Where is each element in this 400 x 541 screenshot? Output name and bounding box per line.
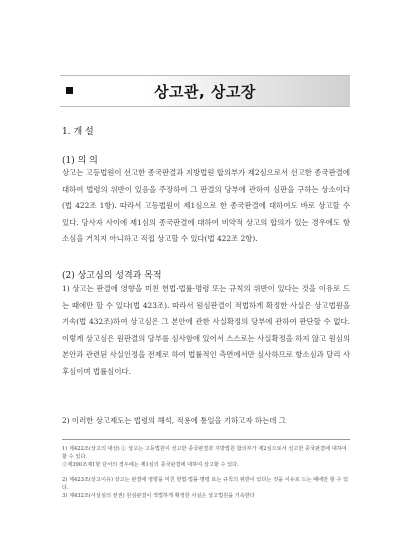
footnote-1: 1) 제422조(상고의 대상) ① 상고는 고등법원이 선고한 종국판결과 지방법원 합의부가 제2심으로서 선고한 종국판결에 대하여 할 수 있다. [62,446,347,460]
footnote-3: 3) 제432조(사실심의 전권) 원심판결이 적법하게 확정한 사실은 상고법원을 기속한다 [62,493,255,499]
paragraph-meaning: 상고는 고등법원이 선고한 종국판결과 지방법원 합의부가 제2심으로서 선고한 종국판결에 대하여 법령의 위반이 있음을 주장하여 그 판결의 당부에 관하여 심판을 구하는 상소이다(법 422조 1항). 따라서 고등법원이 제1심으로 한 종국판결에 대하여도 바로 상고할 수 있다. 당사자 사이에 제1심의 종국판결에 대하여 비약적 상고의 합의가 있는 경우에도 항소심을 거치지 아니하고 직접 상고할 수 있다(법 422조 2항). [62,168,350,243]
footnote-divider [62,439,350,440]
subsection-heading-nature: (2) 상고심의 성격과 목적 [62,271,162,281]
subsection-heading-meaning: (1) 의 의 [62,156,98,166]
footnote-1-2: ②제390조제1항 단서의 경우에는 제1심의 종국판결에 대하여 상고할 수 있다. [62,462,239,468]
page-title: 상고관, 상고장 [154,83,256,101]
footnote-2: 2) 제423조(상고이유) 상고는 판결에 영향을 미친 헌법·법률·명령 또는 규칙의 위반이 있다는 것을 이유로 드는 때에만 할 수 있다. [62,477,349,491]
title-banner [60,75,350,107]
section-heading: 1. 개 설 [62,127,94,137]
paragraph-nature-1: 1) 상고는 판결에 영향을 미친 헌법·법률·명령 또는 규칙의 위반이 있다는 것을 이유로 드는 때에만 할 수 있다(법 423조). 따라서 원심판결이 적법하게 확정한 사실은 상고법원을 기속(법 432조)하여 상고심은 그 본안에 관한 사실확정의 당부에 관하여 판단할 수 없다. 이렇게 상고심은 원판결의 당부를 심사함에 있어서 스스로는 사실확정을 하지 않고 원심의 본안과 관련된 사실인정을 전제로 하여 법률적인 측면에서만 심사하므로 항소심과 달리 사후심이며 법률심이다. [62,284,350,376]
paragraph-nature-2: 2) 이러한 상고제도는 법령의 해석, 적용에 통일을 기하고자 하는데 그 [62,416,286,425]
